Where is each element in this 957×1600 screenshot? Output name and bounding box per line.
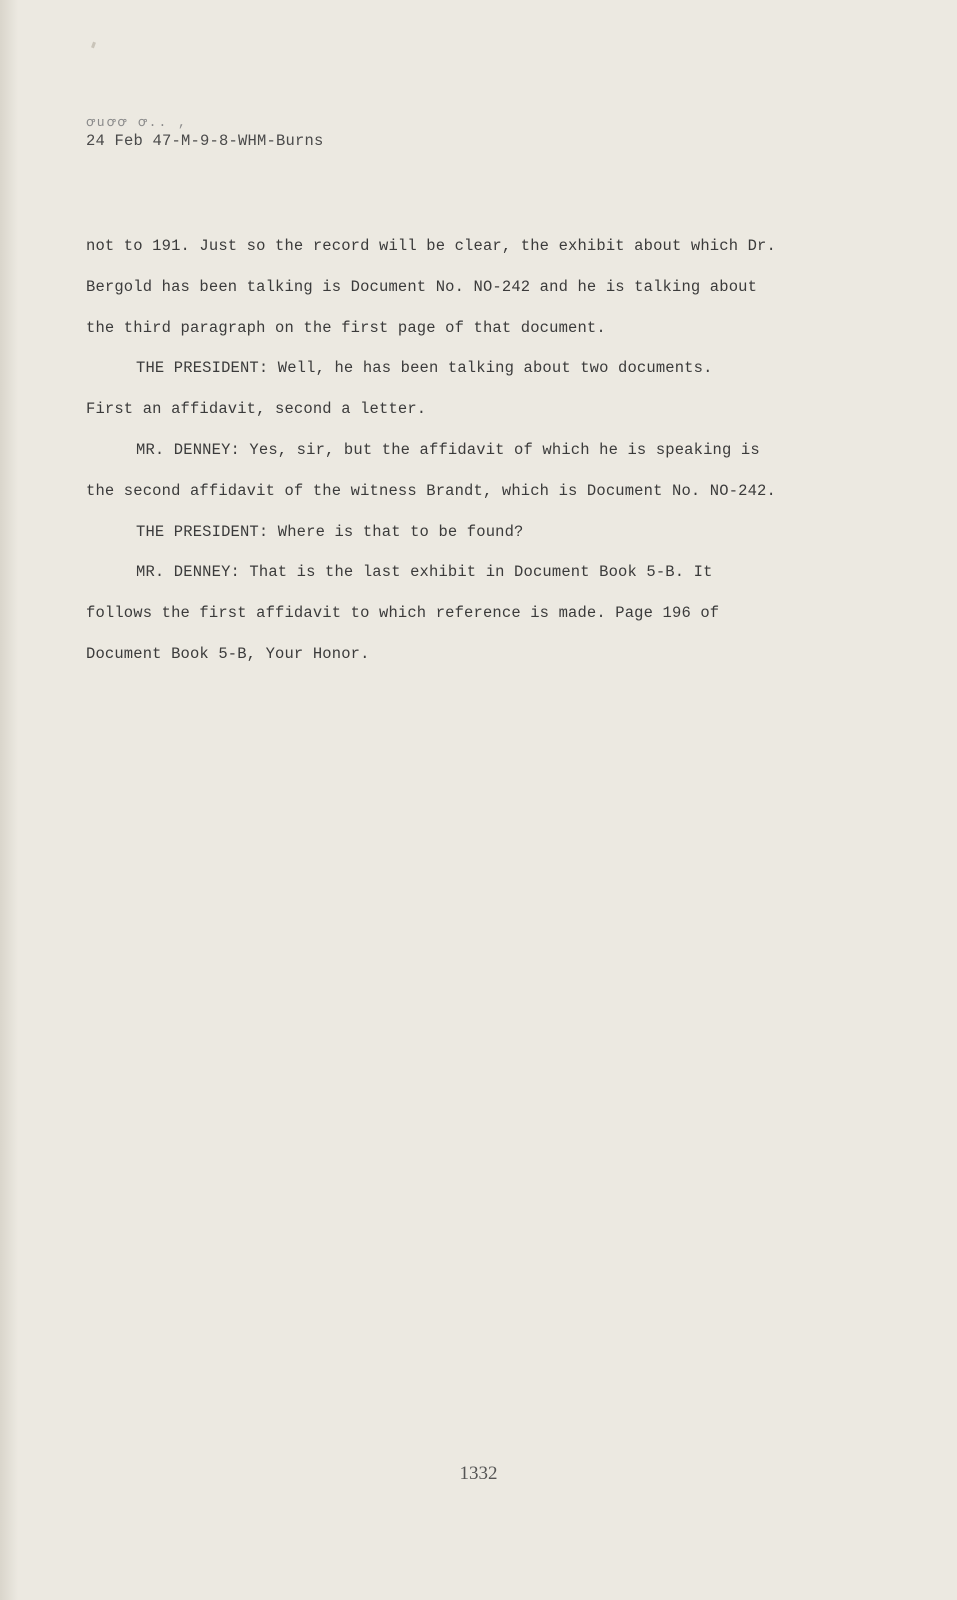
header-faded-line: ꝍuꝍꝍ ꝍ.. ,: [86, 115, 188, 130]
transcript-line: Document Book 5-B, Your Honor.: [86, 644, 370, 663]
page-edge-shadow: [0, 0, 18, 1600]
transcript-line: THE PRESIDENT: Well, he has been talking about two documents.: [136, 359, 713, 378]
transcript-line: follows the first affidavit to which reference is made. Page 196 of: [86, 604, 720, 623]
transcript-body: [86, 226, 846, 675]
transcript-line: the third paragraph on the first page of that document.: [86, 318, 606, 337]
transcript-line: Bergold has been talking is Document No. NO-242 and he is talking about: [86, 277, 758, 296]
transcript-line: THE PRESIDENT: Where is that to be found?: [136, 522, 524, 541]
transcript-line: MR. DENNEY: Yes, sir, but the affidavit of which he is speaking is: [136, 440, 760, 459]
transcript-line: MR. DENNEY: That is the last exhibit in Document Book 5-B. It: [136, 563, 713, 582]
transcript-line: the second affidavit of the witness Brandt, which is Document No. NO-242.: [86, 481, 776, 500]
pencil-mark: [91, 42, 96, 49]
header-reference: 24 Feb 47-M-9-8-WHM-Burns: [86, 132, 324, 150]
transcript-line: First an affidavit, second a letter.: [86, 400, 427, 419]
page-number: 1332: [459, 1463, 498, 1484]
transcript-line: not to 191. Just so the record will be clear, the exhibit about which Dr.: [86, 237, 776, 255]
